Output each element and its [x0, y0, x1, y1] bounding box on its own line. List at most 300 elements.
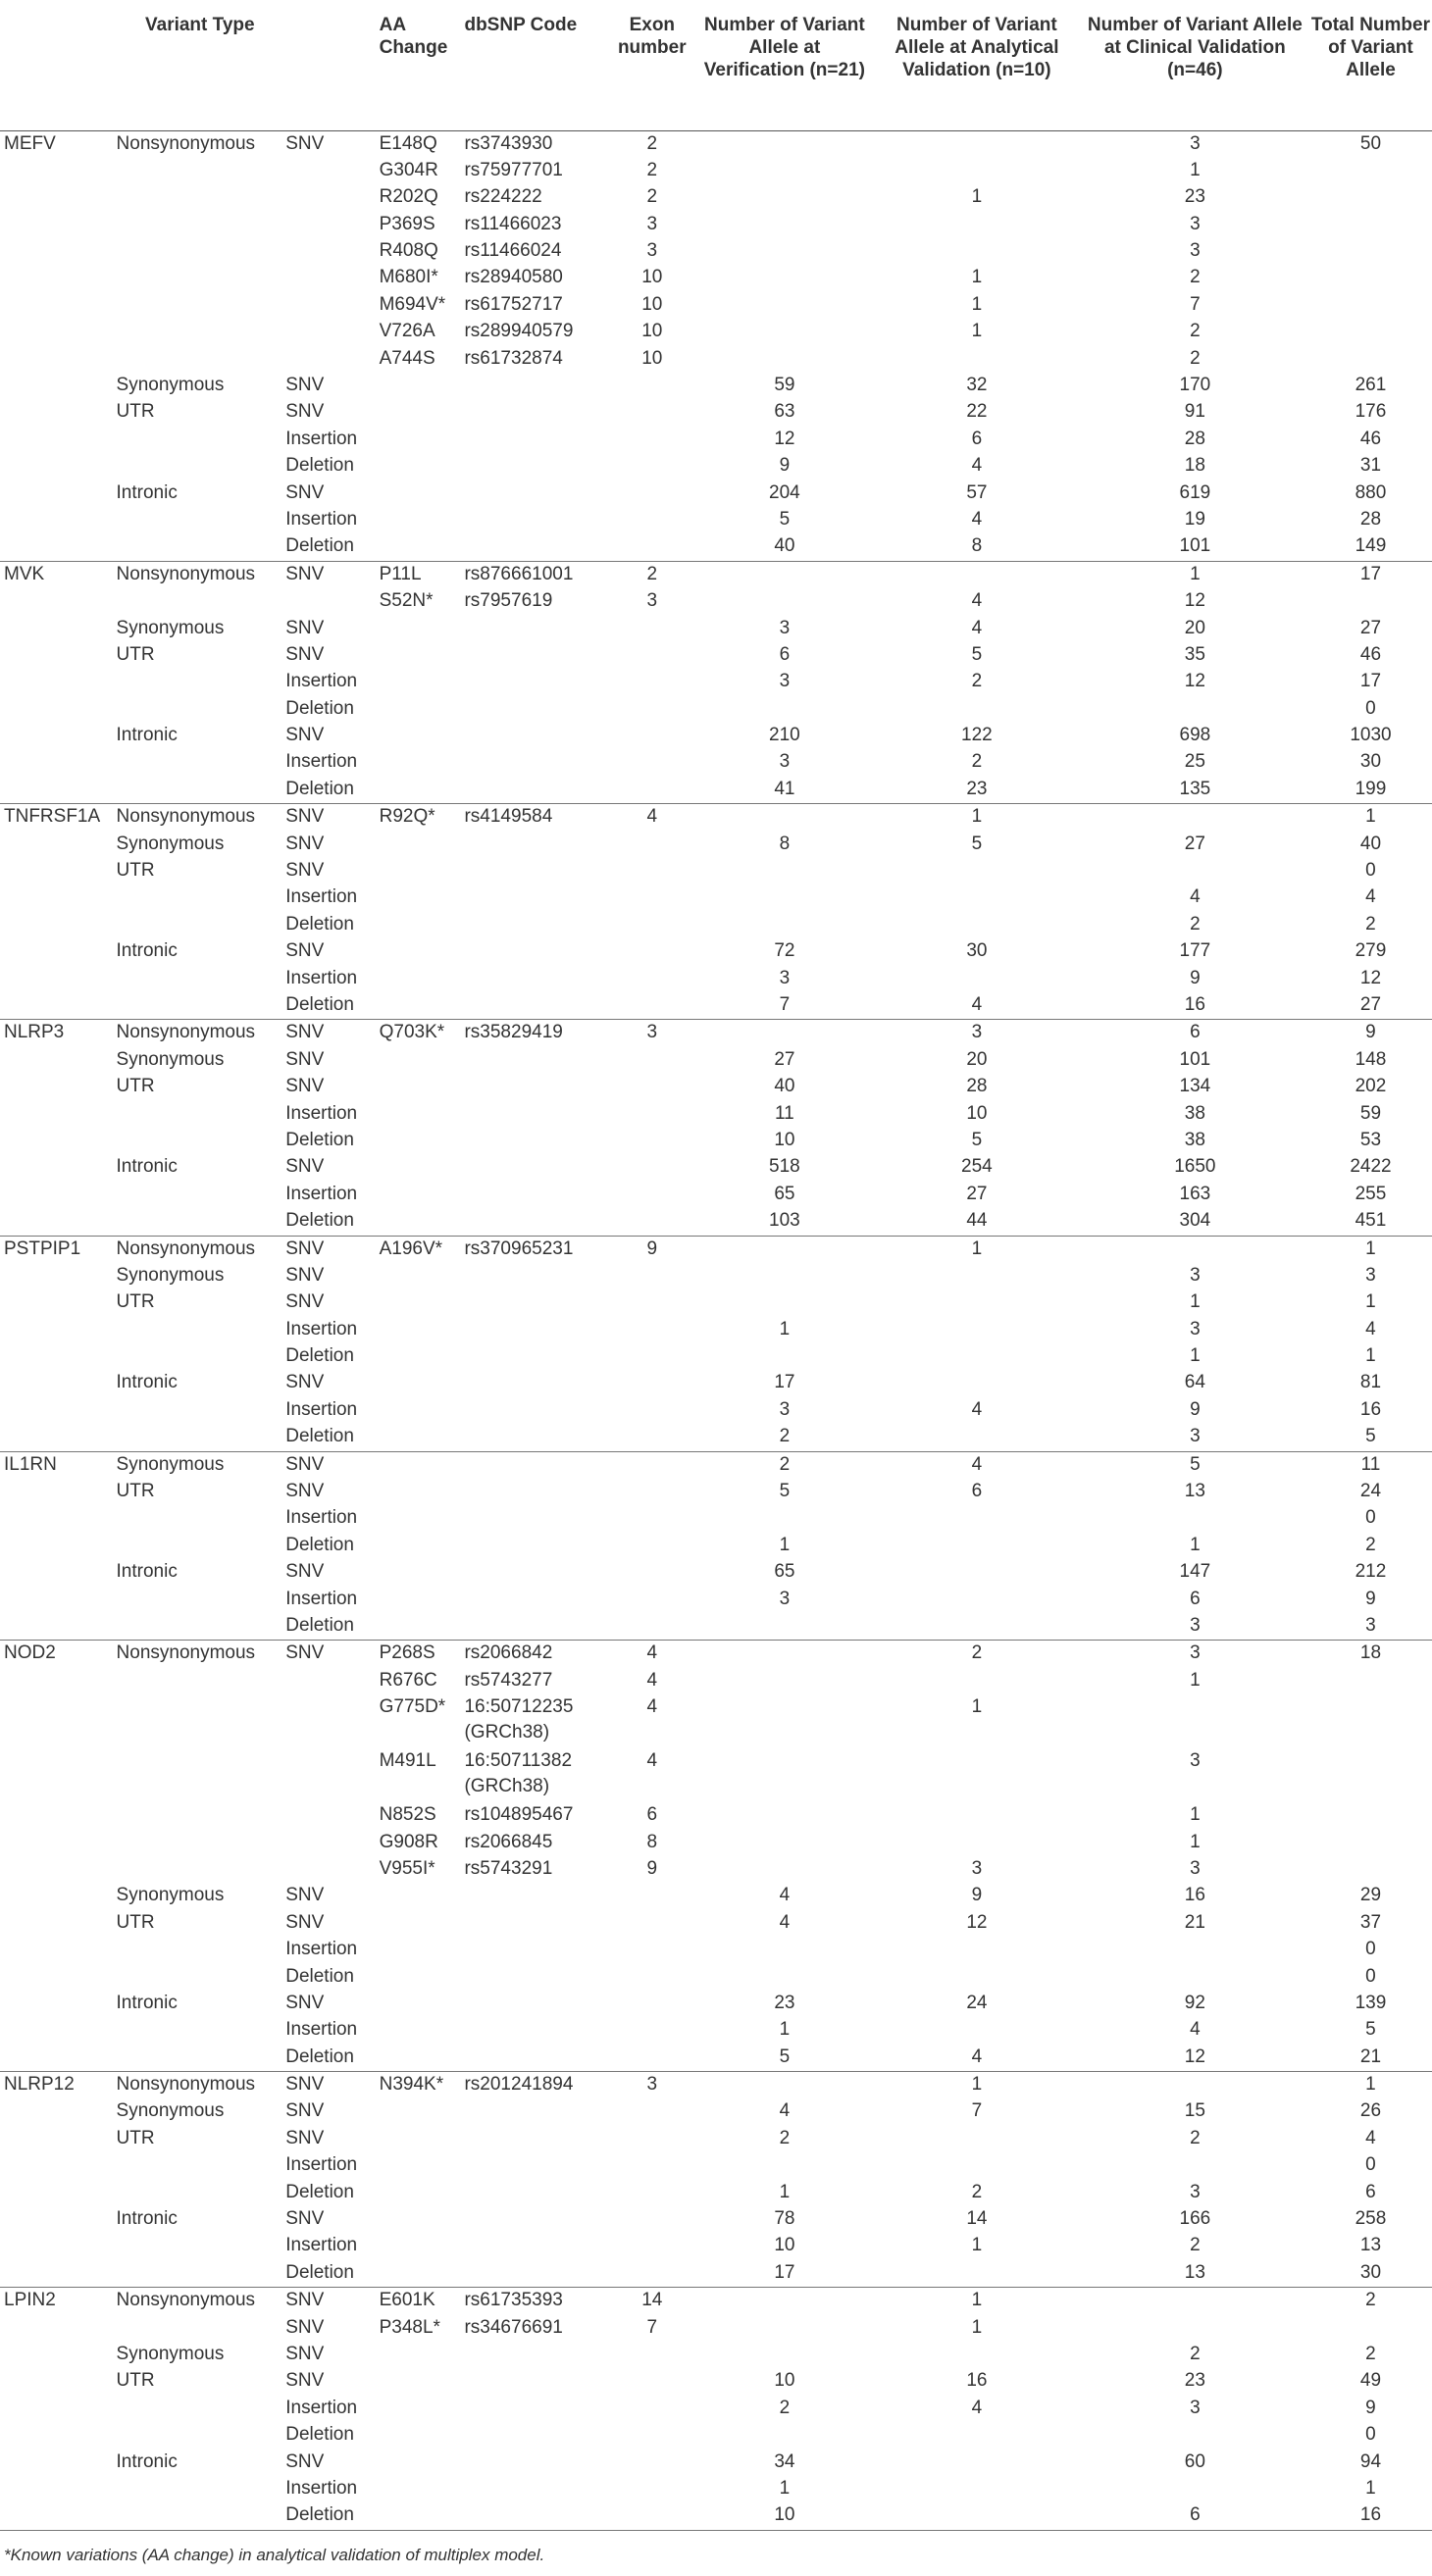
analytical-count-cell: 254	[961, 1156, 993, 1178]
analytical-count-cell	[873, 1802, 1081, 1829]
aa-change-cell: A744S	[379, 347, 435, 369]
variant-class-cell	[115, 533, 284, 561]
table-row	[0, 1748, 1432, 1802]
table-row	[0, 1047, 1432, 1074]
exon-cell	[608, 1964, 696, 1991]
clinical-count-cell: 18	[1184, 455, 1205, 477]
gene-cell: NLRP3	[4, 1022, 65, 1043]
total-count-cell: 31	[1359, 455, 1382, 477]
total-count-cell: 21	[1309, 2045, 1432, 2072]
aa-change-cell: M694V*	[379, 293, 446, 315]
analytical-count-cell: 3	[971, 1857, 983, 1879]
verification-count-cell: 10	[774, 2235, 795, 2256]
dbsnp-code-cell	[462, 1964, 607, 1991]
analytical-count-cell: 1	[971, 1696, 983, 1718]
clinical-count-cell: 12	[1184, 671, 1205, 692]
variant-class-cell: Synonymous	[116, 2100, 225, 2122]
clinical-count-cell: 1	[1190, 563, 1201, 584]
analytical-count-cell: 6	[971, 1481, 983, 1502]
exon-cell	[608, 1128, 696, 1154]
analytical-count-cell: 7	[971, 2100, 983, 2122]
clinical-count-cell	[1081, 1694, 1309, 1748]
verification-count-cell	[696, 1668, 873, 1694]
total-count-cell: 81	[1359, 1372, 1382, 1393]
variant-type-cell: Insertion	[285, 1507, 358, 1529]
table-row	[0, 1370, 1432, 1396]
variant-type-cell: Deletion	[285, 1965, 354, 1987]
clinical-count-cell	[1081, 858, 1309, 884]
exon-cell	[608, 480, 696, 507]
variant-type-cell: SNV	[285, 2370, 325, 2392]
table-row	[0, 642, 1432, 669]
aa-change-cell: S52N*	[379, 590, 434, 612]
variant-class-cell: UTR	[116, 860, 155, 882]
clinical-count-cell: 1	[1190, 1345, 1201, 1367]
total-count-cell: 94	[1359, 2450, 1382, 2472]
aa-change-cell: N852S	[379, 1804, 436, 1826]
verification-count-cell: 1	[779, 1318, 791, 1339]
analytical-count-cell	[873, 1505, 1081, 1532]
table-row	[0, 507, 1432, 533]
aa-change-cell	[378, 507, 463, 533]
table-row	[0, 399, 1432, 426]
clinical-count-cell: 12	[1184, 590, 1205, 612]
table-row	[0, 1289, 1432, 1316]
dbsnp-code-cell	[462, 2098, 607, 2125]
total-count-cell: 6	[1365, 2181, 1376, 2202]
analytical-count-cell: 4	[971, 455, 983, 477]
gene-cell	[0, 1047, 115, 1074]
gene-cell	[0, 2233, 115, 2259]
gene-cell	[0, 1748, 115, 1802]
exon-cell	[608, 2126, 696, 2152]
total-count-cell: 2	[1365, 913, 1376, 934]
exon-cell	[608, 1533, 696, 1559]
total-count-cell: 139	[1355, 1992, 1387, 2013]
clinical-count-cell: 20	[1184, 617, 1205, 638]
variant-type-cell: Deletion	[283, 992, 377, 1020]
variant-type-cell	[283, 238, 377, 265]
variant-class-cell	[115, 1937, 284, 1963]
gene-cell	[0, 1937, 115, 1963]
exon-cell	[608, 1263, 696, 1289]
gene-cell	[0, 1883, 115, 1909]
exon-cell	[608, 2422, 696, 2449]
variant-type-cell: Insertion	[285, 751, 358, 773]
variant-class-cell: Nonsynonymous	[116, 563, 256, 584]
exon-cell: 2	[646, 186, 658, 208]
aa-change-cell	[378, 858, 463, 884]
clinical-count-cell	[1081, 2072, 1309, 2099]
verification-count-cell: 103	[696, 1208, 873, 1236]
variant-class-cell	[115, 1694, 284, 1748]
total-count-cell: 46	[1359, 428, 1382, 449]
variant-type-cell: SNV	[285, 132, 325, 154]
verification-count-cell: 40	[696, 533, 873, 561]
gene-cell: PSTPIP1	[4, 1237, 81, 1259]
variant-type-cell: Insertion	[285, 2154, 358, 2176]
analytical-count-cell	[873, 1289, 1081, 1316]
gene-cell	[0, 1668, 115, 1694]
dbsnp-code-cell	[462, 1074, 607, 1100]
analytical-count-cell	[873, 696, 1081, 723]
total-count-cell: 16	[1359, 1398, 1382, 1420]
verification-count-cell	[696, 130, 873, 158]
analytical-count-cell	[873, 1533, 1081, 1559]
exon-cell: 10	[641, 293, 663, 315]
verification-count-cell: 27	[774, 1048, 795, 1070]
analytical-count-cell: 27	[966, 1183, 988, 1204]
gene-cell	[0, 858, 115, 884]
dbsnp-code-cell	[462, 2152, 607, 2179]
variant-type-cell: Deletion	[285, 1345, 354, 1367]
dbsnp-code-cell	[462, 1883, 607, 1909]
aa-change-cell	[378, 2502, 463, 2530]
total-count-cell: 0	[1365, 1507, 1376, 1529]
analytical-count-cell: 4	[873, 992, 1081, 1020]
total-count-cell: 176	[1355, 401, 1387, 423]
verification-count-cell: 4	[779, 1911, 791, 1933]
verification-count-cell	[696, 1748, 873, 1802]
total-count-cell: 9	[1365, 1588, 1376, 1609]
dbsnp-code-cell	[462, 1613, 607, 1641]
analytical-count-cell: 4	[873, 2045, 1081, 2072]
gene-cell	[0, 723, 115, 749]
variant-type-cell: SNV	[285, 1264, 325, 1286]
variant-class-cell: UTR	[116, 401, 155, 423]
table-row	[0, 158, 1432, 184]
total-count-cell: 880	[1355, 481, 1387, 503]
table-row	[0, 858, 1432, 884]
analytical-count-cell: 4	[971, 508, 983, 530]
table-row	[0, 1020, 1432, 1047]
total-count-cell: 11	[1360, 1453, 1381, 1475]
exon-cell: 9	[646, 1237, 658, 1259]
gene-cell: LPIN2	[4, 2290, 56, 2311]
analytical-count-cell: 1	[971, 2316, 983, 2338]
verification-count-cell	[696, 1263, 873, 1289]
total-count-cell: 0	[1365, 2154, 1376, 2176]
total-count-cell: 53	[1359, 1129, 1382, 1150]
aa-change-cell	[378, 1317, 463, 1343]
table-row	[0, 1613, 1432, 1641]
variant-class-cell	[115, 238, 284, 265]
aa-change-cell	[378, 480, 463, 507]
exon-cell	[608, 938, 696, 965]
gene-cell	[0, 1208, 115, 1236]
variant-class-cell: Nonsynonymous	[116, 1642, 256, 1664]
clinical-count-cell: 23	[1184, 186, 1205, 208]
exon-cell: 4	[646, 1642, 658, 1664]
exon-cell	[608, 912, 696, 938]
clinical-count-cell: 3	[1081, 1424, 1309, 1451]
clinical-count-cell: 15	[1184, 2100, 1205, 2122]
total-count-cell: 13	[1359, 2235, 1382, 2256]
clinical-count-cell: 2	[1190, 2235, 1201, 2256]
aa-change-cell	[378, 1533, 463, 1559]
variant-type-cell: SNV	[285, 1372, 325, 1393]
variant-class-cell: UTR	[116, 2370, 155, 2392]
dbsnp-code-cell	[462, 1128, 607, 1154]
total-count-cell: 29	[1359, 1885, 1382, 1906]
dbsnp-code-cell	[462, 1587, 607, 1613]
variant-type-cell: Insertion	[285, 1939, 358, 1960]
gene-cell	[0, 2396, 115, 2422]
aa-change-cell: R92Q*	[379, 806, 435, 828]
table-row	[0, 1424, 1432, 1451]
total-count-cell	[1309, 1856, 1432, 1883]
variant-class-cell	[115, 1397, 284, 1424]
analytical-count-cell: 16	[966, 2370, 988, 2392]
variant-type-cell: SNV	[285, 1291, 325, 1313]
analytical-count-cell	[873, 2126, 1081, 2152]
clinical-count-cell: 3	[1190, 240, 1201, 262]
verification-count-cell	[696, 346, 873, 373]
gene-cell	[0, 2152, 115, 2179]
exon-cell	[608, 616, 696, 642]
total-count-cell: 2	[1365, 1534, 1376, 1555]
gene-cell	[0, 1182, 115, 1208]
dbsnp-code-cell	[462, 427, 607, 453]
verification-count-cell	[696, 2152, 873, 2179]
verification-count-cell: 10	[696, 2502, 873, 2530]
variant-class-cell	[115, 319, 284, 345]
analytical-count-cell	[873, 1424, 1081, 1451]
verification-count-cell	[696, 158, 873, 184]
table-row	[0, 265, 1432, 291]
clinical-count-cell: 23	[1184, 2370, 1205, 2392]
variant-type-cell: SNV	[285, 2127, 325, 2148]
verification-count-cell	[696, 2342, 873, 2368]
exon-cell	[608, 1505, 696, 1532]
total-count-cell: 9	[1365, 1022, 1376, 1043]
gene-cell	[0, 158, 115, 184]
variant-class-cell	[115, 1182, 284, 1208]
table-row	[0, 804, 1432, 832]
clinical-count-cell: 21	[1184, 1911, 1205, 1933]
verification-count-cell: 65	[774, 1183, 795, 1204]
verification-count-cell	[696, 1289, 873, 1316]
variant-class-cell	[115, 1964, 284, 1991]
table-row	[0, 749, 1432, 776]
variant-class-cell: Nonsynonymous	[116, 1237, 256, 1259]
clinical-count-cell: 27	[1184, 833, 1205, 854]
dbsnp-code-cell	[462, 1370, 607, 1396]
total-count-cell	[1309, 2315, 1432, 2342]
header-analytical: Number of Variant Allele at Analytical Validation (n=10)	[873, 0, 1081, 130]
analytical-count-cell	[873, 346, 1081, 373]
table-row	[0, 2180, 1432, 2206]
variant-type-cell: Deletion	[285, 2424, 354, 2446]
aa-change-cell	[378, 1587, 463, 1613]
clinical-count-cell: 2	[1190, 347, 1201, 369]
clinical-count-cell: 2	[1190, 267, 1201, 288]
gene-cell	[0, 2476, 115, 2502]
aa-change-cell	[378, 533, 463, 561]
table-row	[0, 1694, 1432, 1748]
clinical-count-cell: 6	[1190, 1588, 1201, 1609]
table-row	[0, 2233, 1432, 2259]
variant-class-cell	[115, 2315, 284, 2342]
verification-count-cell	[696, 1236, 873, 1263]
exon-cell	[608, 749, 696, 776]
exon-cell: 4	[646, 1750, 658, 1772]
analytical-count-cell	[873, 2502, 1081, 2530]
table-row	[0, 292, 1432, 319]
aa-change-cell	[378, 1613, 463, 1641]
aa-change-cell	[378, 2206, 463, 2233]
total-count-cell	[1309, 1748, 1432, 1802]
verification-count-cell	[696, 2422, 873, 2449]
gene-cell	[0, 1910, 115, 1937]
variant-class-cell	[115, 1856, 284, 1883]
total-count-cell: 149	[1309, 533, 1432, 561]
dbsnp-code-cell	[462, 2045, 607, 2072]
clinical-count-cell: 6	[1081, 2502, 1309, 2530]
total-count-cell	[1309, 588, 1432, 615]
dbsnp-code-cell	[462, 1289, 607, 1316]
dbsnp-code-cell: rs5743291	[464, 1857, 553, 1879]
table-row	[0, 832, 1432, 858]
verification-count-cell: 17	[696, 2260, 873, 2288]
table-row	[0, 238, 1432, 265]
dbsnp-code-cell	[462, 2233, 607, 2259]
aa-change-cell: G304R	[379, 159, 438, 180]
dbsnp-code-cell	[462, 2396, 607, 2422]
verification-count-cell: 1	[779, 2181, 791, 2202]
table-row	[0, 1128, 1432, 1154]
total-count-cell: 4	[1365, 886, 1376, 908]
verification-count-cell: 41	[696, 777, 873, 804]
exon-cell	[608, 1991, 696, 2017]
clinical-count-cell: 4	[1190, 886, 1201, 908]
gene-cell	[0, 1559, 115, 1586]
verification-count-cell: 518	[769, 1156, 800, 1178]
verification-count-cell: 5	[696, 2045, 873, 2072]
verification-count-cell: 3	[779, 1398, 791, 1420]
table-row	[0, 1830, 1432, 1856]
aa-change-cell	[378, 1154, 463, 1181]
aa-change-cell: V955I*	[379, 1857, 435, 1879]
variant-type-cell: SNV	[285, 2290, 325, 2311]
table-row	[0, 2368, 1432, 2395]
clinical-count-cell: 3	[1190, 1750, 1201, 1772]
variant-type-cell: SNV	[285, 1481, 325, 1502]
total-count-cell: 37	[1359, 1911, 1382, 1933]
clinical-count-cell: 170	[1179, 375, 1211, 396]
dbsnp-code-cell	[462, 1317, 607, 1343]
analytical-count-cell: 1	[971, 2074, 983, 2096]
clinical-count-cell: 3	[1190, 132, 1201, 154]
variant-type-cell	[283, 1694, 377, 1748]
variant-class-cell	[115, 427, 284, 453]
total-count-cell: 9	[1365, 2397, 1376, 2418]
clinical-count-cell: 166	[1179, 2208, 1211, 2230]
aa-change-cell	[378, 1101, 463, 1128]
variant-class-cell	[115, 453, 284, 480]
clinical-count-cell	[1081, 696, 1309, 723]
exon-cell: 10	[641, 321, 663, 342]
clinical-count-cell	[1081, 2315, 1309, 2342]
analytical-count-cell: 28	[966, 1076, 988, 1097]
table-row	[0, 2152, 1432, 2179]
variant-class-cell	[115, 292, 284, 319]
aa-change-cell	[378, 2098, 463, 2125]
variant-class-cell: UTR	[116, 1481, 155, 1502]
dbsnp-code-cell: rs289940579	[464, 321, 574, 342]
analytical-count-cell	[873, 561, 1081, 588]
verification-count-cell: 11	[775, 1102, 794, 1124]
clinical-count-cell: 177	[1179, 940, 1211, 962]
gene-cell	[0, 1154, 115, 1181]
exon-cell	[608, 533, 696, 561]
total-count-cell: 59	[1359, 1102, 1382, 1124]
table-row	[0, 1263, 1432, 1289]
gene-cell	[0, 2126, 115, 2152]
dbsnp-code-cell	[462, 2260, 607, 2288]
aa-change-cell	[378, 2233, 463, 2259]
verification-count-cell: 2	[696, 1424, 873, 1451]
gene-cell	[0, 1587, 115, 1613]
aa-change-cell	[378, 669, 463, 695]
aa-change-cell	[378, 2368, 463, 2395]
gene-cell	[0, 1505, 115, 1532]
clinical-count-cell: 4	[1190, 2019, 1201, 2041]
variant-type-cell: Deletion	[283, 2502, 377, 2530]
dbsnp-code-cell	[462, 832, 607, 858]
dbsnp-code-cell	[462, 2342, 607, 2368]
dbsnp-code-cell	[462, 2126, 607, 2152]
total-count-cell: 49	[1359, 2370, 1382, 2392]
verification-count-cell: 63	[774, 401, 795, 423]
dbsnp-code-cell: rs28940580	[464, 267, 563, 288]
dbsnp-code-cell	[462, 777, 607, 804]
header-variant-type: Variant Type	[0, 0, 378, 130]
variant-class-cell: Intronic	[116, 1992, 178, 2013]
gene-cell	[0, 2260, 115, 2288]
header-clinical: Number of Variant Allele at Clinical Validation (n=46)	[1081, 0, 1309, 130]
aa-change-cell	[378, 1289, 463, 1316]
exon-cell	[608, 1910, 696, 1937]
variant-type-cell: Insertion	[285, 1398, 358, 1420]
aa-change-cell	[378, 777, 463, 804]
variant-type-cell: Insertion	[285, 967, 358, 988]
aa-change-cell	[378, 1128, 463, 1154]
clinical-count-cell: 12	[1081, 2045, 1309, 2072]
variant-type-cell: Deletion	[285, 1534, 354, 1555]
table-row	[0, 1964, 1432, 1991]
dbsnp-code-cell: rs3743930	[464, 132, 553, 154]
variant-type-cell: Insertion	[285, 508, 358, 530]
analytical-count-cell	[873, 2260, 1081, 2288]
verification-count-cell	[696, 912, 873, 938]
gene-cell	[0, 832, 115, 858]
analytical-count-cell	[873, 2422, 1081, 2449]
clinical-count-cell: 38	[1184, 1129, 1205, 1150]
variant-class-cell	[115, 1748, 284, 1802]
variant-type-cell: Deletion	[283, 2260, 377, 2288]
dbsnp-code-cell: rs7957619	[464, 590, 553, 612]
gene-cell: MEFV	[4, 132, 56, 154]
verification-count-cell: 65	[774, 1561, 795, 1583]
clinical-count-cell: 3	[1190, 1857, 1201, 1879]
dbsnp-code-cell: rs35829419	[464, 1022, 563, 1043]
clinical-count-cell	[1081, 1937, 1309, 1963]
variant-type-cell: SNV	[285, 1076, 325, 1097]
variant-type-cell	[283, 1748, 377, 1802]
gene-cell	[0, 292, 115, 319]
table-row	[0, 2288, 1432, 2315]
